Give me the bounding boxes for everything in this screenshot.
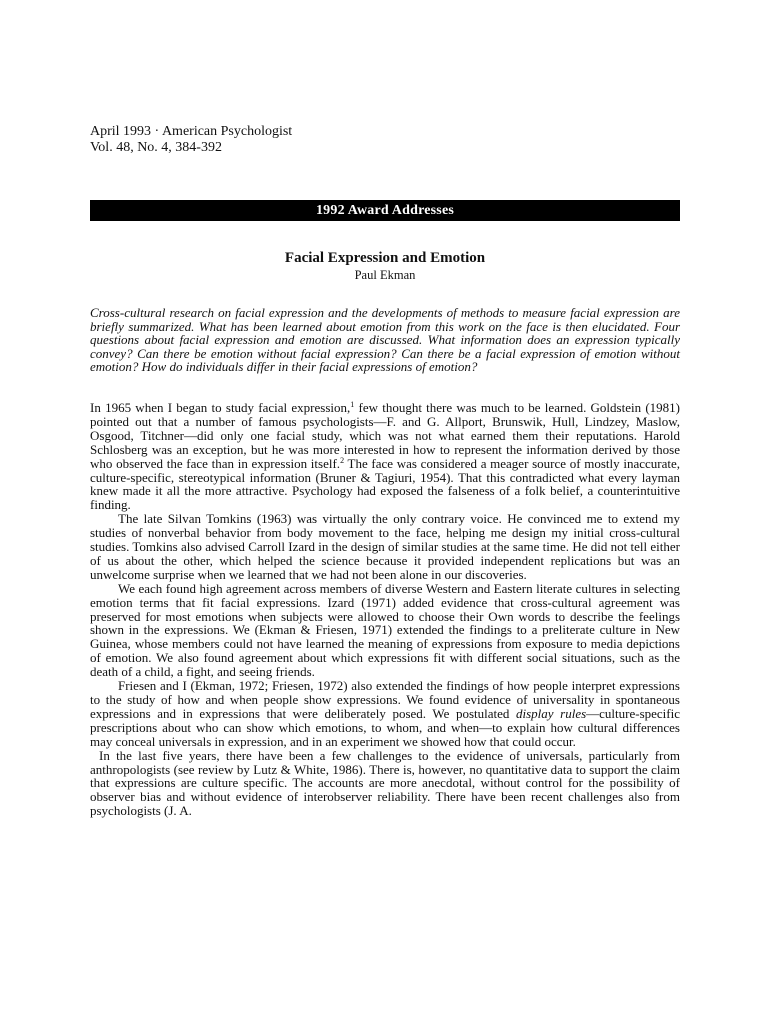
body-paragraph-4: [90, 679, 680, 749]
body-paragraph-2: The late Silvan Tomkins (1963) was virtually the only contrary voice. He convinced me to extend my studies of nonverbal behavior from body movement to the face, helping me design my initial cross-cultural studies. Tomkins also advised Carroll Izard in the design of similar studies at the same time. He did not tell either of us about the other, which helped the science because it provided independent replications but was an unwelcome surprise when we learned that we had not been alone in our discoveries.: [90, 511, 680, 582]
footnote-marker-1: 1: [350, 399, 355, 409]
paragraph-text: Friesen and I (Ekman, 1972; Friesen, 1972) also extended the findings of how people interpret expressions to the study of how and when people show expressions. We found evidence of universality in spontaneous expressions and in expressions that were deliberately posed. We postulated: [90, 678, 680, 721]
display-rules-term: display rules: [516, 705, 587, 721]
paragraph-text: —culture-specific prescriptions about who can show which emotions, to whom, and when—to explain how cultural differences may conceal universals in expression, and in an experiment we showed how that could occur.: [90, 705, 680, 749]
body-paragraph-1: [90, 401, 680, 512]
article-title: Facial Expression and Emotion: [284, 250, 486, 266]
article-body: [90, 401, 680, 818]
publication-date-line: April 1993 · American Psychologist: [90, 124, 293, 139]
volume-issue-line: Vol. 48, No. 4, 384-392: [90, 140, 222, 155]
paragraph-text: The face was considered a meager source of mostly inaccurate, culture-specific, stereotypical information (Bruner & Tagiuri, 1954). That this contradicted what every layman knew made it all the more attractive. Psychology had exposed the falseness of a folk belief, a counterintuitive finding.: [90, 455, 680, 513]
section-banner: 1992 Award Addresses: [90, 200, 680, 221]
document-page: [90, 124, 680, 818]
journal-masthead: [90, 124, 680, 156]
paragraph-text: In 1965 when I began to study facial expression,: [90, 399, 351, 415]
article-abstract: Cross-cultural research on facial expression and the developments of methods to measure facial expression are briefly summarized. What has been learned about emotion from this work on the face is then elucidated. Four questions about facial expression and emotion are discussed. What information does an expression typically convey? Can there be emotion without facial expression? Can there be a facial expression of emotion without emotion? How do individuals differ in their facial expressions of emotion?: [90, 305, 680, 375]
article-author: Paul Ekman: [354, 268, 416, 282]
body-paragraph-5: In the last five years, there have been a few challenges to the evidence of universals, particularly from anthropologists (see review by Lutz & White, 1986). There is, however, no quantitative data to support the claim that expressions are culture specific. The accounts are more anecdotal, without control for the possibility of observer bias and without evidence of interobserver reliability. There have been recent challenges also from psychologists (J. A.: [90, 747, 680, 819]
paragraph-text: few thought there was much to be learned. Goldstein (1981) pointed out that a number of famous psychologists—F. and G. Allport, Brunswik, Hull, Lindzey, Maslow, Osgood, Titchner—did only one facial study, which was not what earned them their reputations. Harold Schlosberg was an exception, but he was more interested in how to represent the information derived by those who observed the face than in expression itself.: [90, 399, 680, 471]
body-paragraph-3: We each found high agreement across members of diverse Western and Eastern literate cultures in selecting emotion terms that fit facial expressions. Izard (1971) added evidence that cross-cultural agreement was preserved for most emotions when subjects were allowed to choose their Own words to describe the feelings shown in the expressions. We (Ekman & Friesen, 1971) extended the findings to a preliterate culture in New Guinea, whose members could not have learned the meaning of expressions from exposure to media depictions of emotion. We also found agreement about which expressions fit with different social situations, such as the death of a child, a fight, and seeing friends.: [90, 580, 680, 680]
footnote-marker-2: 2: [340, 455, 345, 465]
